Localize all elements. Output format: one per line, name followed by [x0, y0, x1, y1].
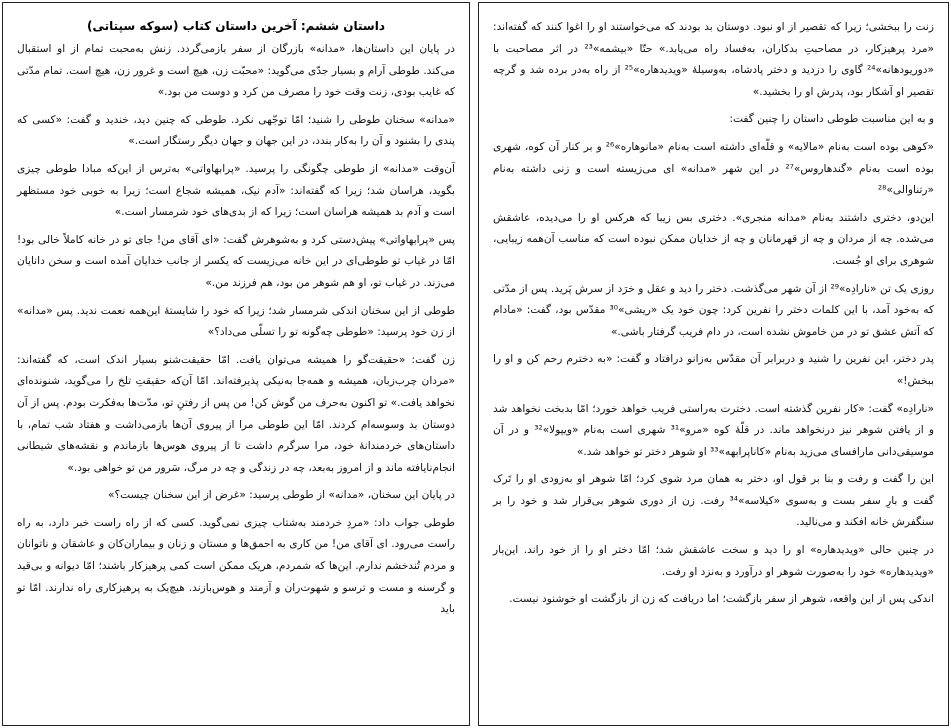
paragraph: روزی یک تن «نارادِه»²⁹ از آن شهر می‌گذشت. دختر را دید و عقل و خرَد از سرش پَرید. پس از مدّتی که به‌خود آمد، با این کلمات دختر را نفرین کرد: چون خود یک «ریشی»³⁰ مقدّس بود، گفت: «مادام که آتش عشق تو در من خاموش نشده است، در دام فریب گرفتار باشی.»: [493, 282, 935, 338]
paragraph: اندکی پس از این واقعه، شوهر از سفر بازگشت؛ اما دریافت که زن از بازگشت او خوشنود نیست.: [509, 593, 934, 606]
right-page: [478, 2, 949, 726]
paragraph: طوطی جواب داد: «مردِ خردمند به‌شتاب چیزی نمی‌گوید. کسی که از راه راست خبر دارد، به راه راست می‌رود. ای آقای من! من کاری به احمق‌ها و مستان و زنان و بیماران‌کان و عاشقان و ناتوانان و مردم تُندخشم ندارم. این‌ها که شمردم، هریک ممکن است کمی پرهیزکار باشند؛ امّا دیوانه و بی‌قید و گرسنه و مست و ترسو و شهوت‌ران و آزمند و هوس‌بازند. هیچ‌یک به پرهیزکاری راه ندارند. امّا تو باید: [17, 516, 455, 616]
paragraph: و به این مناسبت طوطی داستان را چنین گفت:: [729, 113, 934, 126]
paragraph: پس «پرابهاواتی» پیش‌دستی کرد و به‌شوهرش گفت: «ای آقای من! جای تو در خانه کاملاً خالی بود! امّا در غیاب تو طوطی‌ای در این خانه می‌زیست که یکسر از جانب خدایان آمده است و سخن دانایان می‌زند. در غیاب تو، او هم شوهر من بود، هم فرزند من.»: [17, 233, 455, 289]
paragraph: این‌دو، دختری داشتند به‌نام «مدانه منجری». دختری بس زیبا که هرکس او را می‌دیده، عاشقش می‌شده. چه از مردان و چه از قهرمانان و چه از خدایان ممکن نبوده است که مناسب آن‌همه زیبایی، شوهری برای او جُست.: [493, 211, 934, 267]
paragraph: «کوهی بوده است به‌نام «مالایه» و قلّه‌ای داشته است به‌نام «مانوهاره»²⁶ و بر کنار آن کوه، شهری بوده است به‌نام «گندهاروس»²⁷ در این شهر «مدانه» ای می‌زیسته است و زنی داشته به‌نام «رتناوالی»²⁸: [493, 140, 934, 197]
paragraph: در پایان این داستان‌ها، «مدانه» بازرگان از سفر بازمی‌گردد. زنش به‌محبت تمام از او استقبال می‌کند. طوطی آرام و بسیار جدّی می‌گوید: «محبّت زن، هیچ است و غرور زن، هیچ است. تمام مدّتی که غایب بودی، زنت وقت خود را مصرف من کرد و دوست من بود.»: [17, 43, 455, 99]
left-page-content: [17, 19, 455, 621]
chapter-title: داستان ششم: آخرین داستان کتاب (سوکه سپتاتی): [87, 19, 385, 33]
paragraph: پدر دختر، این نفرین را شنید و دربرابر آن مقدّس به‌زانو درافتاد و گفت: «به دخترم رحم کن و او را ببخش!»: [493, 353, 934, 387]
paragraph: این را گفت و رفت و بنا بر قول او، دختر به همان مرد شوی کرد؛ امّا شوهر او به‌زودی او را تَرک گفت و بارِ سفر بست و به‌سوی «کیلاسه»³⁴ رفت. زن از دوری شوهر بی‌قرار شد و خود را بر سنگفرش خانه افکند و می‌نالید.: [493, 473, 934, 529]
paragraph: در پایان این سخنان، «مدانه» از طوطی پرسید: «غرض از این سخنان چیست؟»: [108, 489, 455, 502]
paragraph: آن‌وقت «مدانه» از طوطی چگونگی را پرسید. «پرابهاواتی» به‌ترس از این‌که مبادا طوطی چیزی بگوید، هراسان شد؛ زیرا که گفته‌اند: «آدم نیک، همیشه شجاع است؛ زیرا به خوبی خود مستظهر است و آدم بد همیشه هراسان است؛ زیرا که از بدی‌های خود شرمسار است.»: [17, 162, 455, 219]
paragraph: «نارادِه» گفت: «کار نفرین گذشته است. دخترت به‌راستی فریب خواهد خورد؛ امّا بدبخت نخواهد شد و از یافتن شوهر نیز درنخواهد ماند. در قلّهٔ کوه «مرو»³¹ شهری است به‌نام «ویپولا»³² و در آن موسیقی‌دانی مارافسای می‌زید به‌نام «کاناپرابهه»³³ او شوهر دختر تو خواهد شد.»: [493, 402, 934, 458]
paragraph: در چنین حالی «ویدیدهاره» او را دید و سخت عاشقش شد؛ امّا دختر او را از خود راند. این‌بار «ویدیدهاره» خود را به‌صورت شوهر او درآورد و به‌نزد او رفت.: [493, 544, 934, 578]
paragraph: زن گفت: «حقیقت‌گو را همیشه می‌توان یافت. امّا حقیقت‌شنو بسیار اندک است، که گفته‌اند: «مردان چرب‌زبان، همیشه و همه‌جا به‌نیکی پذیرفته‌اند. امّا آن‌که حقیقتِ تلخ را می‌گوید، شنونده‌ای نخواهد یافت.» تو اکنون به‌حرف من گوش کن! من پس از رفتنِ تو، مدّت‌ها به‌فکرت بودم. پس از آن دوستان بد وسوسه‌ام کردند. امّا این طوطی مرا از پیروی آن‌ها بازمی‌داشت و هفتاد شب تمام، با داستان‌های خردمندانهٔ خود، مرا سرگرم داشت تا از پیروی هوس‌ها بازماندم و نقشه‌های شیطانی انجام‌نایافته ماند و از امروز به‌بعد، چه در زندگی و چه در مرگ، سَرور من تو خواهی بود.»: [17, 353, 455, 474]
right-page-content: [493, 17, 934, 611]
paragraph: «مدانه» سخنان طوطی را شنید؛ امّا توجّهی نکرد. طوطی که چنین دید، خندید و گفت: «کسی که پندی را بشنود و آن را به‌کار بندد، در این جهان و جهان دیگر رستگار است.»: [17, 113, 455, 148]
left-page: [2, 2, 470, 726]
paragraph: زنت را ببخشی؛ زیرا که تقصیر از او نبود. دوستان بد بودند که می‌خواستند او را اغوا کنند که گفته‌اند: «مرد پرهیزکار، در مصاحبتِ بدکاران، به‌فساد راه می‌یابد.» حتّا «بیشمه»²³ در اثر مصاحبت با «دوریودهانه»²⁴ گاوی را دزدید و دختر پادشاه، به‌وسیلهٔ «ویدیدهاره»²⁵ از راه به‌در برده شد و گرچه تقصیر او آشکار بود، پدرش او را بخشید.»: [493, 21, 935, 98]
paragraph: طوطی از این سخنان اندکی شرمسار شد؛ زیرا که خود را شایستهٔ این‌همه نعمت ندید. پس «مدانه» از زن خود پرسید: «طوطی چه‌گونه تو را تسلّی می‌داد؟»: [17, 304, 455, 339]
